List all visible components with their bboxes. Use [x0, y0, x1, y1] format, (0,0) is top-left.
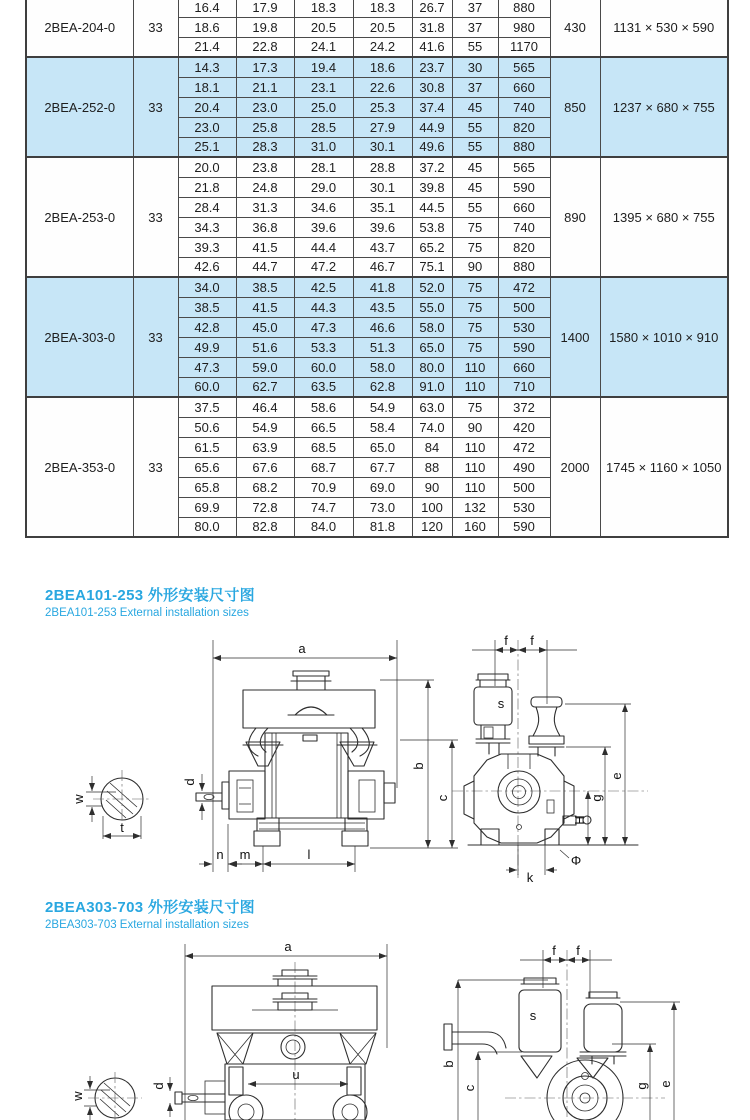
value-cell: 20.4 [178, 97, 236, 117]
value-cell: 25.8 [236, 117, 294, 137]
value-cell: 23.8 [236, 157, 294, 177]
dim-label-d: d [151, 1082, 166, 1090]
value-cell: 84 [412, 437, 452, 457]
value-cell: 45 [452, 157, 498, 177]
value-cell: 58.0 [412, 317, 452, 337]
value-cell: 132 [452, 497, 498, 517]
value-cell: 24.1 [294, 37, 353, 57]
weight-cell: 890 [550, 157, 600, 277]
dim-label-n: n [216, 847, 224, 862]
pump-end-view [441, 943, 680, 1120]
value-cell: 20.0 [178, 157, 236, 177]
dim-label-t: t [120, 820, 124, 835]
dim-label-e: e [609, 772, 624, 780]
value-cell: 36.8 [236, 217, 294, 237]
value-cell: 37.5 [178, 397, 236, 417]
value-cell: 55 [452, 37, 498, 57]
value-cell: 55 [452, 197, 498, 217]
value-cell: 44.5 [412, 197, 452, 217]
value-cell: 590 [498, 337, 550, 357]
weight-cell: 850 [550, 57, 600, 157]
dim-label-w: w [71, 794, 86, 804]
value-cell: 39.6 [353, 217, 412, 237]
value-cell: 46.6 [353, 317, 412, 337]
value-cell: 34.0 [178, 277, 236, 297]
value-cell: 41.5 [236, 297, 294, 317]
value-cell: 39.6 [294, 217, 353, 237]
model-cell: 2BEA-353-0 [26, 397, 133, 537]
value-cell: 68.5 [294, 437, 353, 457]
installation-drawing-2bea303-703 [0, 936, 750, 1120]
pump-side-view [182, 640, 458, 872]
value-cell: 67.6 [236, 457, 294, 477]
value-cell: 110 [452, 437, 498, 457]
dimensions-cell: 1131 × 530 × 590 [600, 0, 728, 57]
value-cell: 37 [452, 17, 498, 37]
value-cell: 31.0 [294, 137, 353, 157]
dim-label-e: e [658, 1080, 673, 1088]
value-cell: 24.8 [236, 177, 294, 197]
installation-drawing-2bea101-253 [0, 626, 750, 896]
value-cell: 65.0 [412, 337, 452, 357]
speed-cell: 33 [133, 397, 178, 537]
value-cell: 62.8 [353, 377, 412, 397]
value-cell: 18.6 [353, 57, 412, 77]
dim-label-f-left: f [504, 633, 508, 648]
value-cell: 565 [498, 157, 550, 177]
value-cell: 58.4 [353, 417, 412, 437]
dim-label-w: w [70, 1091, 85, 1101]
dim-label-g: g [634, 1082, 649, 1090]
value-cell: 472 [498, 277, 550, 297]
value-cell: 23.1 [294, 77, 353, 97]
weight-cell: 430 [550, 0, 600, 57]
value-cell: 100 [412, 497, 452, 517]
value-cell: 31.8 [412, 17, 452, 37]
value-cell: 63.0 [412, 397, 452, 417]
value-cell: 68.2 [236, 477, 294, 497]
value-cell: 82.8 [236, 517, 294, 537]
value-cell: 34.6 [294, 197, 353, 217]
shaft-section-view [71, 770, 151, 839]
value-cell: 55.0 [412, 297, 452, 317]
section-2-title: 2BEA303-703 外形安装尺寸图 [45, 899, 255, 916]
value-cell: 110 [452, 357, 498, 377]
value-cell: 30.1 [353, 137, 412, 157]
value-cell: 880 [498, 257, 550, 277]
value-cell: 20.5 [353, 17, 412, 37]
value-cell: 28.4 [178, 197, 236, 217]
table-row [26, 277, 728, 297]
value-cell: 42.5 [294, 277, 353, 297]
value-cell: 880 [498, 0, 550, 17]
value-cell: 472 [498, 437, 550, 457]
value-cell: 75 [452, 317, 498, 337]
value-cell: 420 [498, 417, 550, 437]
value-cell: 75.1 [412, 257, 452, 277]
value-cell: 740 [498, 97, 550, 117]
section-1-subtitle: 2BEA101-253 External installation sizes [45, 607, 249, 619]
value-cell: 67.7 [353, 457, 412, 477]
value-cell: 63.9 [236, 437, 294, 457]
value-cell: 160 [452, 517, 498, 537]
value-cell: 80.0 [178, 517, 236, 537]
value-cell: 46.4 [236, 397, 294, 417]
value-cell: 16.4 [178, 0, 236, 17]
value-cell: 66.5 [294, 417, 353, 437]
value-cell: 565 [498, 57, 550, 77]
value-cell: 44.7 [236, 257, 294, 277]
dimensions-cell: 1237 × 680 × 755 [600, 57, 728, 157]
value-cell: 65.2 [412, 237, 452, 257]
value-cell: 14.3 [178, 57, 236, 77]
value-cell: 27.9 [353, 117, 412, 137]
value-cell: 43.7 [353, 237, 412, 257]
value-cell: 62.7 [236, 377, 294, 397]
value-cell: 41.8 [353, 277, 412, 297]
value-cell: 68.7 [294, 457, 353, 477]
value-cell: 49.9 [178, 337, 236, 357]
value-cell: 42.6 [178, 257, 236, 277]
value-cell: 37.4 [412, 97, 452, 117]
value-cell: 29.0 [294, 177, 353, 197]
value-cell: 23.0 [178, 117, 236, 137]
speed-cell: 33 [133, 57, 178, 157]
value-cell: 21.1 [236, 77, 294, 97]
value-cell: 55 [452, 137, 498, 157]
value-cell: 43.5 [353, 297, 412, 317]
model-cell: 2BEA-204-0 [26, 0, 133, 57]
value-cell: 25.3 [353, 97, 412, 117]
value-cell: 73.0 [353, 497, 412, 517]
value-cell: 820 [498, 237, 550, 257]
value-cell: 75 [452, 277, 498, 297]
value-cell: 39.3 [178, 237, 236, 257]
value-cell: 19.8 [236, 17, 294, 37]
dimensions-cell: 1745 × 1160 × 1050 [600, 397, 728, 537]
value-cell: 26.7 [412, 0, 452, 17]
dim-label-k: k [526, 870, 534, 885]
value-cell: 590 [498, 517, 550, 537]
value-cell: 20.5 [294, 17, 353, 37]
pump-side-view [151, 939, 387, 1120]
value-cell: 28.1 [294, 157, 353, 177]
value-cell: 91.0 [412, 377, 452, 397]
value-cell: 51.6 [236, 337, 294, 357]
value-cell: 18.6 [178, 17, 236, 37]
value-cell: 30 [452, 57, 498, 77]
value-cell: 980 [498, 17, 550, 37]
value-cell: 23.0 [236, 97, 294, 117]
dim-label-a: a [298, 641, 306, 656]
value-cell: 710 [498, 377, 550, 397]
value-cell: 45 [452, 177, 498, 197]
speed-cell: 33 [133, 277, 178, 397]
value-cell: 23.7 [412, 57, 452, 77]
value-cell: 500 [498, 477, 550, 497]
value-cell: 110 [452, 377, 498, 397]
motor-label-s: s [497, 696, 505, 711]
value-cell: 90 [412, 477, 452, 497]
value-cell: 54.9 [353, 397, 412, 417]
value-cell: 31.3 [236, 197, 294, 217]
value-cell: 490 [498, 457, 550, 477]
value-cell: 37.2 [412, 157, 452, 177]
value-cell: 59.0 [236, 357, 294, 377]
value-cell: 660 [498, 77, 550, 97]
value-cell: 47.3 [178, 357, 236, 377]
section-1-heading [45, 584, 255, 619]
dim-label-u: u [292, 1067, 300, 1082]
value-cell: 22.6 [353, 77, 412, 97]
dim-label-g: g [589, 794, 604, 802]
motor-label-s: s [529, 1008, 537, 1023]
section-2-heading [45, 896, 255, 931]
value-cell: 58.6 [294, 397, 353, 417]
value-cell: 53.8 [412, 217, 452, 237]
value-cell: 75 [452, 397, 498, 417]
dim-label-c: c [462, 1084, 477, 1092]
weight-cell: 2000 [550, 397, 600, 537]
value-cell: 88 [412, 457, 452, 477]
value-cell: 25.1 [178, 137, 236, 157]
value-cell: 17.9 [236, 0, 294, 17]
value-cell: 41.5 [236, 237, 294, 257]
value-cell: 110 [452, 477, 498, 497]
value-cell: 37 [452, 0, 498, 17]
value-cell: 18.3 [294, 0, 353, 17]
value-cell: 69.0 [353, 477, 412, 497]
value-cell: 60.0 [178, 377, 236, 397]
value-cell: 500 [498, 297, 550, 317]
pump-end-view [452, 633, 648, 885]
dim-label-phi: Φ [570, 853, 582, 868]
dim-label-d: d [182, 778, 197, 786]
dim-label-b: b [441, 1060, 456, 1068]
value-cell: 660 [498, 357, 550, 377]
value-cell: 47.2 [294, 257, 353, 277]
value-cell: 110 [452, 457, 498, 477]
value-cell: 25.0 [294, 97, 353, 117]
spec-table-body [26, 0, 728, 537]
value-cell: 53.3 [294, 337, 353, 357]
value-cell: 75 [452, 297, 498, 317]
value-cell: 60.0 [294, 357, 353, 377]
value-cell: 530 [498, 317, 550, 337]
value-cell: 52.0 [412, 277, 452, 297]
value-cell: 44.9 [412, 117, 452, 137]
value-cell: 18.3 [353, 0, 412, 17]
value-cell: 37 [452, 77, 498, 97]
dim-label-c: c [435, 794, 450, 802]
shaft-section-view [70, 1072, 142, 1120]
value-cell: 1170 [498, 37, 550, 57]
table-row [26, 157, 728, 177]
value-cell: 22.8 [236, 37, 294, 57]
value-cell: 45 [452, 97, 498, 117]
value-cell: 21.4 [178, 37, 236, 57]
dim-label-H: H [572, 815, 587, 825]
dim-label-l: l [307, 847, 311, 862]
value-cell: 740 [498, 217, 550, 237]
dimensions-cell: 1580 × 1010 × 910 [600, 277, 728, 397]
value-cell: 590 [498, 177, 550, 197]
speed-cell: 33 [133, 157, 178, 277]
value-cell: 120 [412, 517, 452, 537]
table-row [26, 57, 728, 77]
weight-cell: 1400 [550, 277, 600, 397]
value-cell: 51.3 [353, 337, 412, 357]
table-row [26, 397, 728, 417]
value-cell: 41.6 [412, 37, 452, 57]
value-cell: 28.3 [236, 137, 294, 157]
value-cell: 28.8 [353, 157, 412, 177]
value-cell: 70.9 [294, 477, 353, 497]
value-cell: 47.3 [294, 317, 353, 337]
value-cell: 30.8 [412, 77, 452, 97]
dim-label-a: a [284, 939, 292, 954]
value-cell: 54.9 [236, 417, 294, 437]
table-row [26, 0, 728, 17]
section-2-subtitle: 2BEA303-703 External installation sizes [45, 919, 249, 931]
value-cell: 820 [498, 117, 550, 137]
value-cell: 69.9 [178, 497, 236, 517]
value-cell: 90 [452, 257, 498, 277]
value-cell: 65.8 [178, 477, 236, 497]
value-cell: 63.5 [294, 377, 353, 397]
value-cell: 84.0 [294, 517, 353, 537]
section-1-title: 2BEA101-253 外形安装尺寸图 [45, 587, 255, 604]
dim-label-f-right: f [576, 943, 580, 958]
dim-label-f-left: f [552, 943, 556, 958]
dim-label-f-right: f [530, 633, 534, 648]
value-cell: 34.3 [178, 217, 236, 237]
value-cell: 75 [452, 237, 498, 257]
value-cell: 38.5 [178, 297, 236, 317]
value-cell: 17.3 [236, 57, 294, 77]
value-cell: 19.4 [294, 57, 353, 77]
speed-cell: 33 [133, 0, 178, 57]
value-cell: 530 [498, 497, 550, 517]
value-cell: 90 [452, 417, 498, 437]
value-cell: 35.1 [353, 197, 412, 217]
value-cell: 61.5 [178, 437, 236, 457]
value-cell: 18.1 [178, 77, 236, 97]
value-cell: 65.0 [353, 437, 412, 457]
value-cell: 46.7 [353, 257, 412, 277]
value-cell: 45.0 [236, 317, 294, 337]
value-cell: 72.8 [236, 497, 294, 517]
value-cell: 80.0 [412, 357, 452, 377]
value-cell: 75 [452, 217, 498, 237]
value-cell: 21.8 [178, 177, 236, 197]
value-cell: 38.5 [236, 277, 294, 297]
model-cell: 2BEA-303-0 [26, 277, 133, 397]
spec-table [25, 0, 729, 538]
value-cell: 44.3 [294, 297, 353, 317]
dimensions-cell: 1395 × 680 × 755 [600, 157, 728, 277]
value-cell: 372 [498, 397, 550, 417]
value-cell: 65.6 [178, 457, 236, 477]
value-cell: 880 [498, 137, 550, 157]
value-cell: 24.2 [353, 37, 412, 57]
value-cell: 74.0 [412, 417, 452, 437]
value-cell: 660 [498, 197, 550, 217]
value-cell: 74.7 [294, 497, 353, 517]
spec-table-wrap [25, 0, 729, 538]
value-cell: 58.0 [353, 357, 412, 377]
value-cell: 49.6 [412, 137, 452, 157]
value-cell: 81.8 [353, 517, 412, 537]
value-cell: 44.4 [294, 237, 353, 257]
model-cell: 2BEA-252-0 [26, 57, 133, 157]
dim-label-m: m [239, 847, 251, 862]
value-cell: 42.8 [178, 317, 236, 337]
value-cell: 28.5 [294, 117, 353, 137]
dim-label-b: b [411, 762, 426, 770]
value-cell: 50.6 [178, 417, 236, 437]
value-cell: 39.8 [412, 177, 452, 197]
value-cell: 30.1 [353, 177, 412, 197]
value-cell: 75 [452, 337, 498, 357]
model-cell: 2BEA-253-0 [26, 157, 133, 277]
value-cell: 55 [452, 117, 498, 137]
